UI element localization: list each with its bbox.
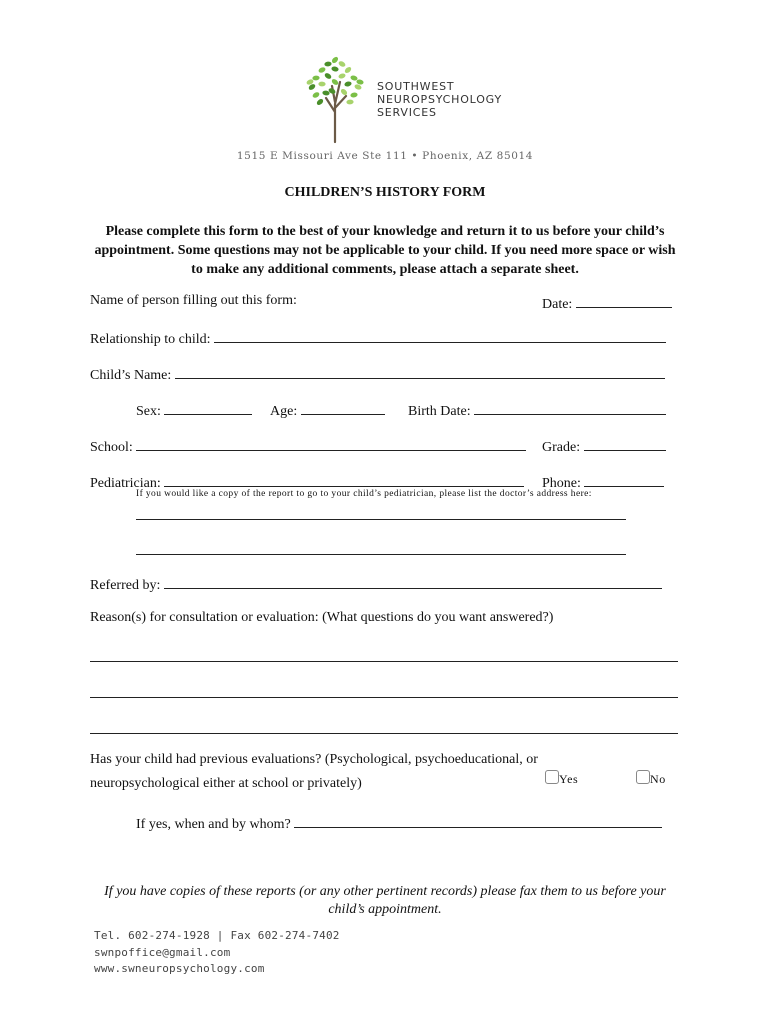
pediatrician-note: If you would like a copy of the report to go to your child’s pediatrician, please list the doctor’s address here: [136,489,592,499]
name-filling-label: Name of person filling out this form: [90,293,297,308]
leaf-shape [354,83,363,90]
company-name-line-2: NEUROPSYCHOLOGY [377,93,502,106]
company-name [377,80,502,119]
leaf-shape [331,56,339,64]
sex-field[interactable] [136,400,252,420]
school-field[interactable] [90,436,526,456]
relationship-line[interactable] [214,328,666,343]
school-label: School: [90,440,133,455]
sex-label: Sex: [136,404,161,419]
birth-date-field[interactable] [408,400,666,420]
date-label: Date: [542,297,573,312]
pediatrician-label: Pediatrician: [90,476,161,491]
fax-reports-note: If you have copies of these reports (or any other pertinent records) please fax them to us before your child’s appointment. [104,884,666,917]
leaf-shape [312,91,321,99]
childs-name-field[interactable] [90,364,665,384]
leaf-shape [316,98,325,106]
school-line[interactable] [136,436,526,451]
grade-label: Grade: [542,440,581,455]
leaf-shape [312,75,319,80]
yes-checkbox[interactable] [545,770,559,784]
referred-by-label: Referred by: [90,578,161,593]
leaf-shape [344,81,352,87]
leaf-shape [324,72,333,80]
tree-icon [302,52,370,144]
phone-line[interactable] [584,472,664,487]
leaf-shape [344,66,353,74]
relationship-label: Relationship to child: [90,332,211,347]
address: 1515 E Missouri Ave Ste 111 • Phoenix, AZ 85014 [236,150,534,162]
grade-field[interactable] [542,436,666,456]
tel-fax: Tel. 602-274-1928 | Fax 602-274-7402 [94,929,340,942]
leaf-shape [318,66,327,73]
referred-by-field[interactable] [90,574,662,594]
if-yes-line[interactable] [294,813,662,828]
leaf-shape [318,81,325,86]
referred-by-line[interactable] [164,574,662,589]
leaf-shape [324,61,332,67]
phone-label: Phone: [542,476,581,491]
pediatrician-address-line-2[interactable] [136,554,626,555]
age-line[interactable] [301,400,385,415]
leaf-shape [322,90,330,96]
leaf-shape [331,66,339,72]
reasons-line-2[interactable] [90,697,678,698]
company-name-line-1: SOUTHWEST [377,80,455,93]
leaf-shape [340,88,349,96]
date-field[interactable] [542,293,672,313]
prev-eval-question-line-2: neuropsychological either at school or privately) [90,776,362,791]
leaf-shape [338,60,347,68]
leaf-shape [346,99,354,104]
reasons-line-3[interactable] [90,733,678,734]
reasons-line-1[interactable] [90,661,678,662]
contact-info [94,928,340,978]
leaf-shape [356,79,364,85]
birth-date-label: Birth Date: [408,404,471,419]
grade-line[interactable] [584,436,666,451]
website: www.swneuropsychology.com [94,962,265,975]
leaf-shape [350,75,358,82]
childs-name-line[interactable] [175,364,665,379]
age-field[interactable] [270,400,385,420]
childs-name-label: Child’s Name: [90,368,172,383]
form-instructions: Please complete this form to the best of your knowledge and return it to us before your child’s appointment. Some questions may not be applicable to your child. If you need more space or wish to make any additional comments, please attach a separate sheet. [94,224,676,277]
email: swnpoffice@gmail.com [94,945,231,959]
leaf-shape [350,92,358,98]
form-title: CHILDREN’S HISTORY FORM [284,185,486,200]
age-label: Age: [270,404,298,419]
leaf-shape [338,73,346,80]
yes-label: Yes [559,772,579,786]
no-label: No [650,772,666,786]
company-name-line-3: SERVICES [377,106,437,119]
sex-line[interactable] [164,400,252,415]
if-yes-label: If yes, when and by whom? [136,817,291,832]
no-checkbox[interactable] [636,770,650,784]
pediatrician-address-line-1[interactable] [136,519,626,520]
birth-date-line[interactable] [474,400,666,415]
if-yes-field[interactable] [136,813,662,833]
no-option[interactable] [636,770,666,788]
relationship-field[interactable] [90,328,666,348]
reasons-label: Reason(s) for consultation or evaluation: (What questions do you want answered?) [90,610,554,625]
prev-eval-question-line-1: Has your child had previous evaluations? (Psychological, psychoeducational, or [90,752,538,767]
pediatrician-line[interactable] [164,472,524,487]
yes-option[interactable] [545,770,578,788]
date-line[interactable] [576,293,672,308]
leaf-shape [331,78,340,86]
